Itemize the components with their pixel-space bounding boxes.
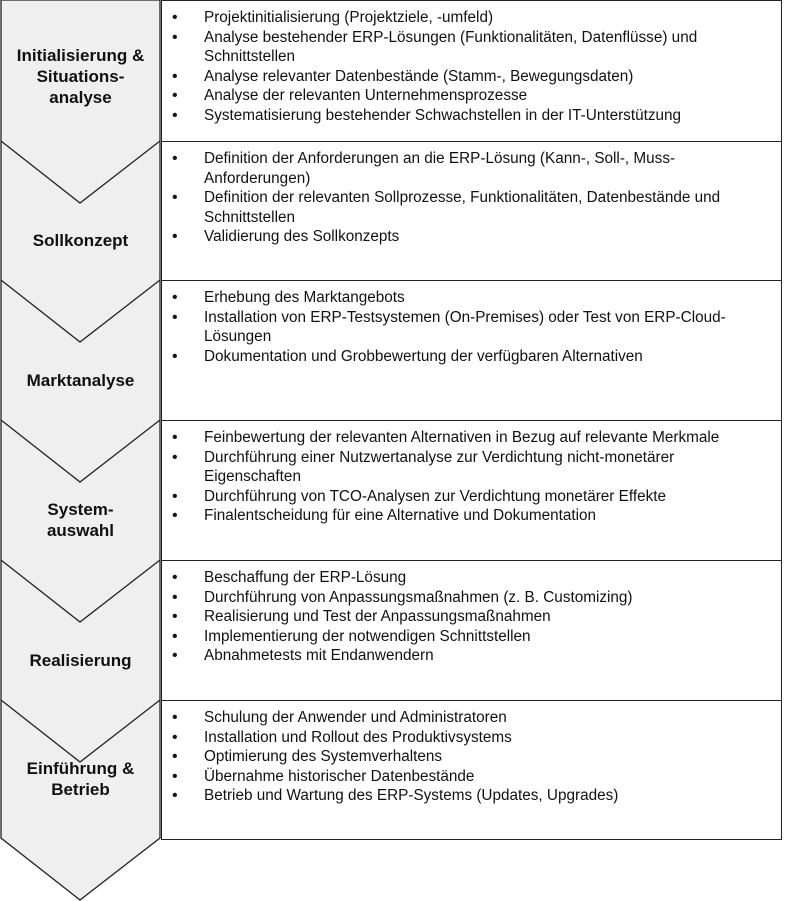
- activity-list: [162, 142, 781, 247]
- activity-item: • Systematisierung bestehender Schwachstellen in der IT-Unterstützung: [204, 106, 773, 126]
- activity-list: [162, 1, 781, 126]
- activity-item: • Erhebung des Marktangebots: [204, 288, 773, 308]
- phase-activities-box: [161, 420, 782, 562]
- activity-item: • Durchführung von Anpassungsmaßnahmen (z. B. Customizing): [204, 588, 773, 608]
- phase-label-line: Marktanalyse: [26, 370, 135, 390]
- activity-item: • Analyse der relevanten Unternehmensprozesse: [204, 86, 773, 106]
- activity-list: [162, 421, 781, 526]
- phase-activities-box: [161, 560, 782, 702]
- phase-activities-box: [161, 700, 782, 840]
- phase-label: [0, 758, 161, 800]
- activity-item: • Betrieb und Wartung des ERP-Systems (Updates, Upgrades): [204, 786, 773, 806]
- activity-item: • Beschaffung der ERP-Lösung: [204, 568, 773, 588]
- phase-label-line: Einführung &: [26, 759, 135, 778]
- activity-item: • Analyse bestehender ERP-Lösungen (Funktionalitäten, Datenflüsse) und Schnittstellen: [204, 28, 773, 67]
- activity-item: • Analyse relevanter Datenbestände (Stamm-, Bewegungsdaten): [204, 67, 773, 87]
- activity-item: • Schulung der Anwender und Administratoren: [204, 708, 773, 728]
- activity-item: • Feinbewertung der relevanten Alternativen in Bezug auf relevante Merkmale: [204, 428, 773, 448]
- activity-item: • Abnahmetests mit Endanwendern: [204, 646, 773, 666]
- phase-activities-box: [161, 0, 782, 143]
- phase-activities-box: [161, 280, 782, 422]
- phase-label: [0, 230, 161, 251]
- activity-item: • Implementierung der notwendigen Schnittstellen: [204, 627, 773, 647]
- activity-item: • Definition der Anforderungen an die ERP-Lösung (Kann-, Soll-, Muss-Anforderungen): [204, 149, 773, 188]
- activity-item: • Definition der relevanten Sollprozesse, Funktionalitäten, Datenbestände und Schnittstellen: [204, 188, 773, 227]
- activity-item: • Installation von ERP-Testsystemen (On-Premises) oder Test von ERP-Cloud-Lösungen: [204, 308, 773, 347]
- activity-list: [162, 281, 781, 366]
- phase-label-line: Realisierung: [29, 650, 132, 670]
- phase-label-line: Situations-: [36, 67, 125, 86]
- activity-item: • Validierung des Sollkonzepts: [204, 227, 773, 247]
- activity-item: • Projektinitialisierung (Projektziele, -umfeld): [204, 8, 773, 28]
- activity-item: • Durchführung von TCO-Analysen zur Verdichtung monetärer Effekte: [204, 487, 773, 507]
- activity-item: • Installation und Rollout des Produktivsystems: [204, 728, 773, 748]
- phase-label-line: analyse: [49, 88, 112, 107]
- activity-item: • Finalentscheidung für eine Alternative und Dokumentation: [204, 506, 773, 526]
- activity-item: • Dokumentation und Grobbewertung der verfügbaren Alternativen: [204, 347, 773, 367]
- activity-item: • Optimierung des Systemverhaltens: [204, 747, 773, 767]
- phase-label-line: Initialisierung &: [16, 46, 145, 65]
- phase-label: [0, 45, 161, 108]
- activity-item: • Realisierung und Test der Anpassungsmaßnahmen: [204, 607, 773, 627]
- phase-label: [0, 499, 161, 541]
- phase-activities-box: [161, 141, 782, 282]
- activity-item: • Durchführung einer Nutzwertanalyse zur Verdichtung nicht-monetärer Eigenschaften: [204, 448, 773, 487]
- activity-list: [162, 561, 781, 666]
- phase-label-line: Sollkonzept: [32, 231, 129, 250]
- activity-list: [162, 701, 781, 806]
- activity-item: • Übernahme historischer Datenbestände: [204, 767, 773, 787]
- phase-label: [0, 370, 161, 391]
- phase-label-line: auswahl: [46, 521, 115, 540]
- phase-label-line: Betrieb: [51, 780, 110, 799]
- phase-label: [0, 650, 161, 671]
- phase-label-line: System-: [47, 500, 114, 519]
